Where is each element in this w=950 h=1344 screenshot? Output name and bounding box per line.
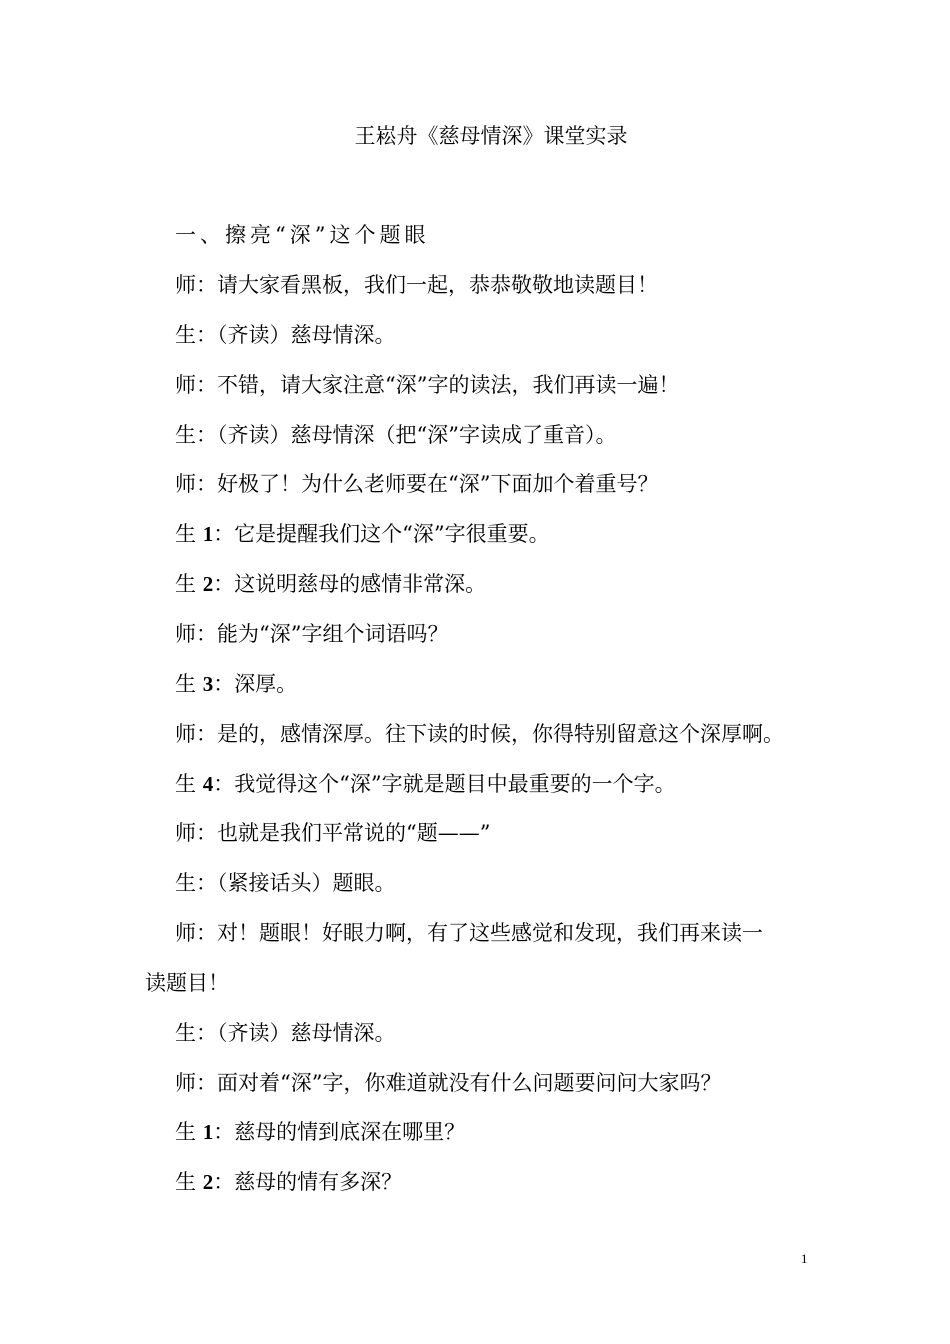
speaker-number: 3 (202, 672, 214, 696)
speaker-label: 生 (175, 522, 203, 546)
dialog-text: 好极了！为什么老师要在“深”下面加个着重号？ (217, 472, 659, 496)
dialog-text: 深厚。 (234, 672, 298, 696)
page-title: 王崧舟《慈母情深》课堂实录 (354, 124, 628, 148)
speaker-label: 生： (175, 1021, 217, 1045)
dialog-line (175, 1017, 396, 1049)
dialog-text: （齐读）慈母情深。 (217, 1021, 396, 1045)
dialog-line (175, 419, 616, 451)
speaker-number: 2 (202, 572, 214, 596)
dialog-text: 这说明慈母的感情非常深。 (234, 572, 487, 596)
dialog-text: 也就是我们平常说的“题——” (217, 821, 491, 845)
dialog-text: 面对着“深”字，你难道就没有什么问题要问问大家吗？ (217, 1071, 722, 1095)
speaker-label: 师： (175, 622, 217, 646)
speaker-label: 师： (175, 921, 217, 945)
dialog-text: 不错，请大家注意“深”字的读法，我们再读一遍！ (217, 373, 680, 397)
dialog-line (175, 1166, 402, 1198)
page-number: 1 (801, 1251, 808, 1266)
speaker-label: 生： (175, 871, 217, 895)
dialog-line (175, 1067, 721, 1099)
dialog-line (175, 468, 658, 500)
dialog-text: 慈母的情到底深在哪里？ (234, 1120, 466, 1144)
dialog-line (175, 269, 658, 301)
dialog-line (175, 768, 676, 800)
speaker-colon: ： (213, 522, 235, 546)
speaker-label: 师： (175, 472, 217, 496)
speaker-label: 师： (175, 1071, 217, 1095)
dialog-line (175, 319, 396, 351)
dialog-line-continuation: 读题目！ (145, 971, 229, 995)
speaker-label: 生： (175, 323, 217, 347)
dialog-line (175, 1116, 465, 1148)
speaker-number: 2 (202, 1170, 214, 1194)
dialog-line (175, 718, 784, 750)
section-heading: 一、擦亮“深”这个题眼 (175, 223, 430, 247)
speaker-label: 师： (175, 821, 217, 845)
dialog-text: 它是提醒我们这个“深”字很重要。 (234, 522, 550, 546)
speaker-colon: ： (213, 1170, 235, 1194)
dialog-line (175, 917, 763, 949)
speaker-label: 生 (175, 672, 203, 696)
speaker-label: 生 (175, 1120, 203, 1144)
speaker-label: 师： (175, 373, 217, 397)
speaker-colon: ： (213, 672, 235, 696)
speaker-label: 生 (175, 572, 203, 596)
dialog-text: 请大家看黑板，我们一起，恭恭敬敬地读题目！ (217, 273, 658, 297)
dialog-text: 是的，感情深厚。往下读的时候，你得特别留意这个深厚啊。 (217, 722, 784, 746)
speaker-number: 1 (202, 522, 214, 546)
dialog-line (175, 618, 448, 650)
dialog-line (175, 867, 396, 899)
dialog-line (175, 817, 490, 849)
speaker-colon: ： (213, 572, 235, 596)
speaker-label: 生 (175, 1170, 203, 1194)
speaker-colon: ： (213, 1120, 235, 1144)
speaker-label: 生 (175, 772, 203, 796)
dialog-line (175, 518, 550, 550)
speaker-colon: ： (213, 772, 235, 796)
dialog-text: 我觉得这个“深”字就是题目中最重要的一个字。 (234, 772, 676, 796)
speaker-label: 师： (175, 273, 217, 297)
dialog-text: 慈母的情有多深？ (234, 1170, 403, 1194)
dialog-line (175, 369, 679, 401)
dialog-text: 能为“深”字组个词语吗？ (217, 622, 449, 646)
speaker-label: 师： (175, 722, 217, 746)
dialog-line (175, 668, 297, 700)
dialog-text: （齐读）慈母情深（把“深”字读成了重音）。 (217, 423, 617, 447)
speaker-label: 生： (175, 423, 217, 447)
dialog-text: （紧接话头）题眼。 (217, 871, 396, 895)
speaker-number: 4 (202, 772, 214, 796)
dialog-line (175, 568, 486, 600)
speaker-number: 1 (202, 1120, 214, 1144)
dialog-text: 对！题眼！好眼力啊，有了这些感觉和发现，我们再来读一 (217, 921, 763, 945)
dialog-text: （齐读）慈母情深。 (217, 323, 396, 347)
